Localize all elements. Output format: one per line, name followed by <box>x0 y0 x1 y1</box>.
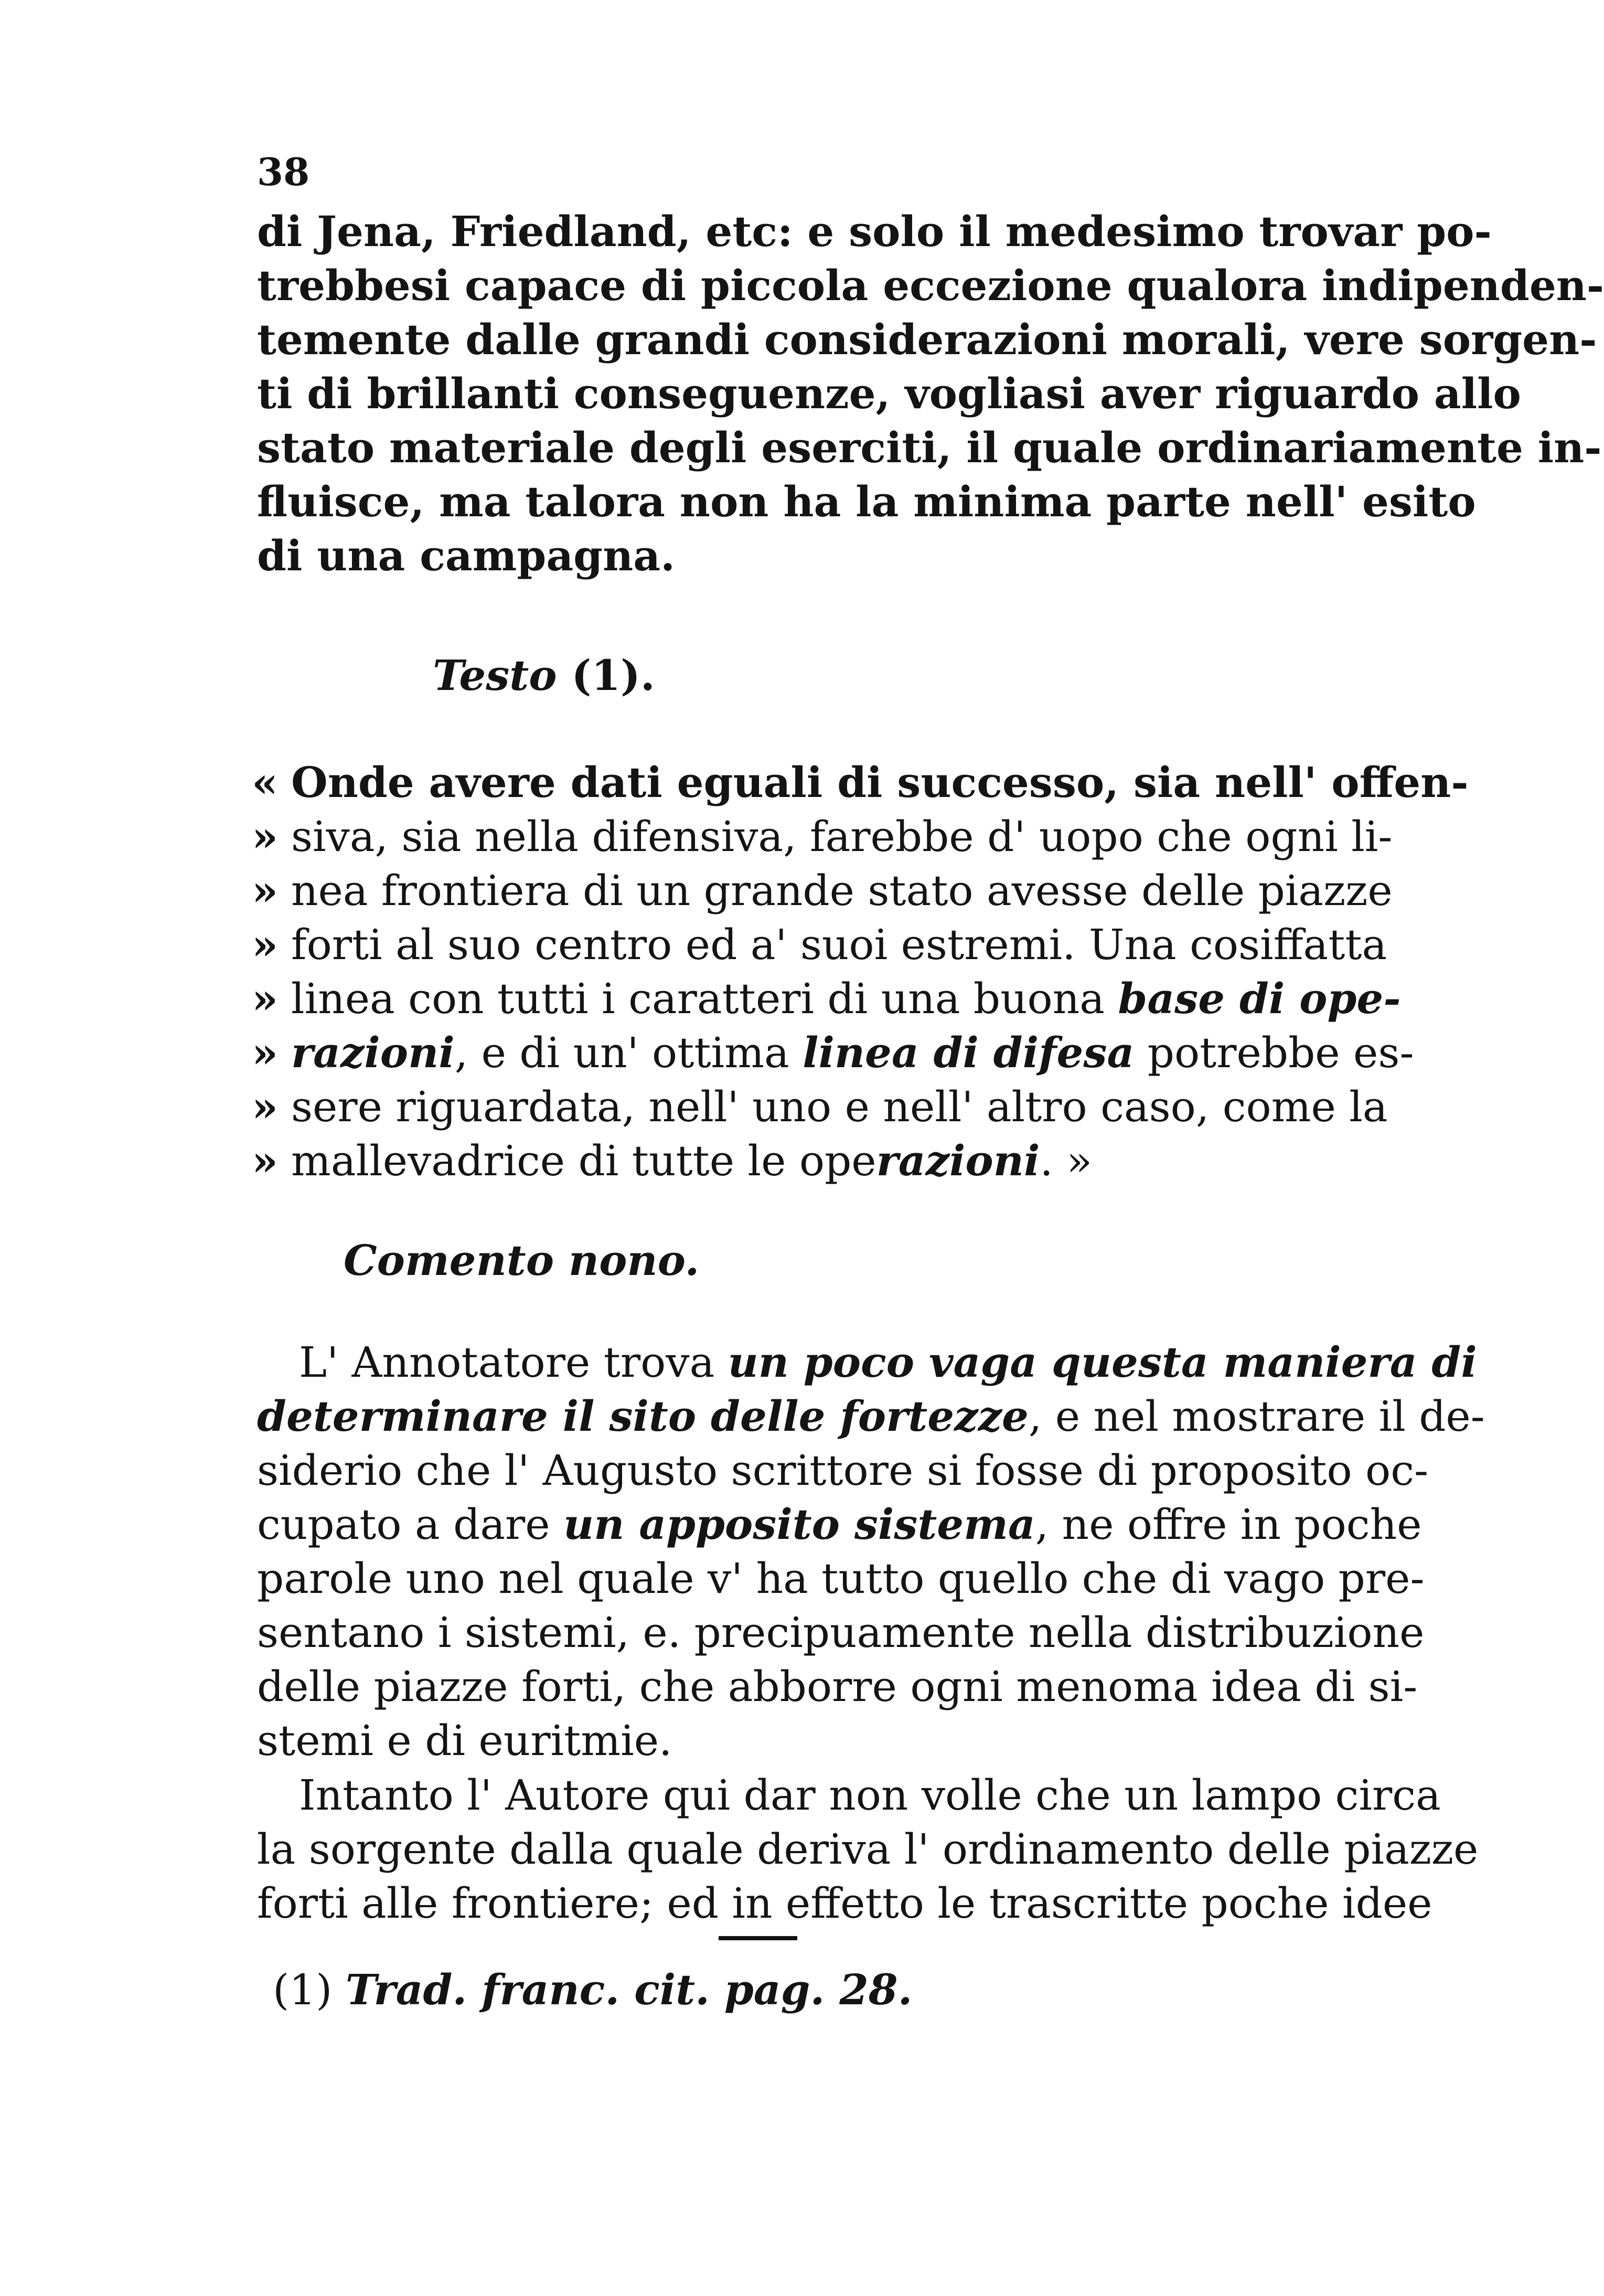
quote-line: » sere riguardata, nell' uno e nell' altro caso, come la <box>252 1080 1275 1134</box>
text-line: di Jena, Friedland, etc: e solo il medesimo trovar po- <box>257 207 1492 256</box>
text-line: parole uno nel quale v' ha tutto quello che di vago pre- <box>257 1554 1425 1603</box>
guillemet: » <box>252 920 278 969</box>
text-line: siderio che l' Augusto scrittore si fosse di proposito oc- <box>257 1446 1429 1495</box>
guillemet: » <box>252 1028 278 1077</box>
comento-heading: Comento nono. <box>344 1236 700 1285</box>
text-line: stemi e di euritmie. <box>257 1716 672 1765</box>
footnote <box>273 1965 912 2014</box>
page-number: 38 <box>257 150 310 194</box>
text-line: determinare il sito delle fortezze, e nel mostrare il de- <box>257 1391 1485 1441</box>
text-line: cupato a dare un apposito sistema, ne offre in poche <box>257 1500 1422 1549</box>
testo-label: Testo <box>433 651 557 700</box>
quoted-passage <box>252 756 1469 1188</box>
quote-line: » forti al suo centro ed a' suoi estremi. Una cosiffatta <box>252 918 1275 972</box>
quote-line: » mallevadrice di tutte le operazioni. » <box>252 1134 1275 1188</box>
guillemet-open: « <box>252 758 278 807</box>
intanto-paragraph <box>257 1768 1479 1930</box>
guillemet: » <box>252 974 278 1023</box>
testo-heading <box>433 651 655 700</box>
text-line: L' Annotatore trova un poco vaga questa maniera di <box>299 1337 1477 1387</box>
quote-line: » siva, sia nella difensiva, farebbe d' uopo che ogni li- <box>252 810 1275 864</box>
footnote-rule <box>719 1936 797 1940</box>
text-line: stato materiale degli eserciti, il quale ordinariamente in- <box>257 423 1602 472</box>
guillemet: » <box>252 1082 278 1131</box>
quote-line: » linea con tutti i caratteri di una buona base di ope- <box>252 972 1275 1026</box>
text-line: sentano i sistemi, e. precipuamente nella distribuzione <box>257 1608 1425 1657</box>
footnote-ref: (1) <box>273 1965 333 2014</box>
text-line: delle piazze forti, che abborre ogni menoma idea di si- <box>257 1662 1418 1711</box>
comento-paragraph <box>257 1335 1485 1768</box>
text-line: Intanto l' Autore qui dar non volle che un lampo circa <box>299 1771 1441 1820</box>
quote-line: « Onde avere dati eguali di successo, sia nell' offen- <box>252 756 1275 810</box>
guillemet: » <box>252 812 278 861</box>
text-line: ti di brillanti conseguenze, vogliasi aver riguardo allo <box>257 369 1521 418</box>
guillemet: » <box>252 866 278 915</box>
quote-line: » nea frontiera di un grande stato avesse delle piazze <box>252 864 1275 918</box>
footnote-text: Trad. franc. cit. pag. 28. <box>345 1965 913 2014</box>
text-line: forti alle frontiere; ed in effetto le trascritte poche idee <box>257 1879 1432 1928</box>
testo-note-ref: (1). <box>571 651 655 700</box>
guillemet: » <box>252 1136 278 1185</box>
text-line: trebbesi capace di piccola eccezione qualora indipenden- <box>257 261 1604 310</box>
intro-paragraph <box>257 205 1604 583</box>
text-line: fluisce, ma talora non ha la minima parte nell' esito <box>257 477 1476 526</box>
text-line: la sorgente dalla quale deriva l' ordinamento delle piazze <box>257 1825 1479 1874</box>
text-line: temente dalle grandi considerazioni morali, vere sorgen- <box>257 315 1597 364</box>
text-line: di una campagna. <box>257 531 675 580</box>
quote-line: » razioni, e di un' ottima linea di difesa potrebbe es- <box>252 1026 1275 1080</box>
